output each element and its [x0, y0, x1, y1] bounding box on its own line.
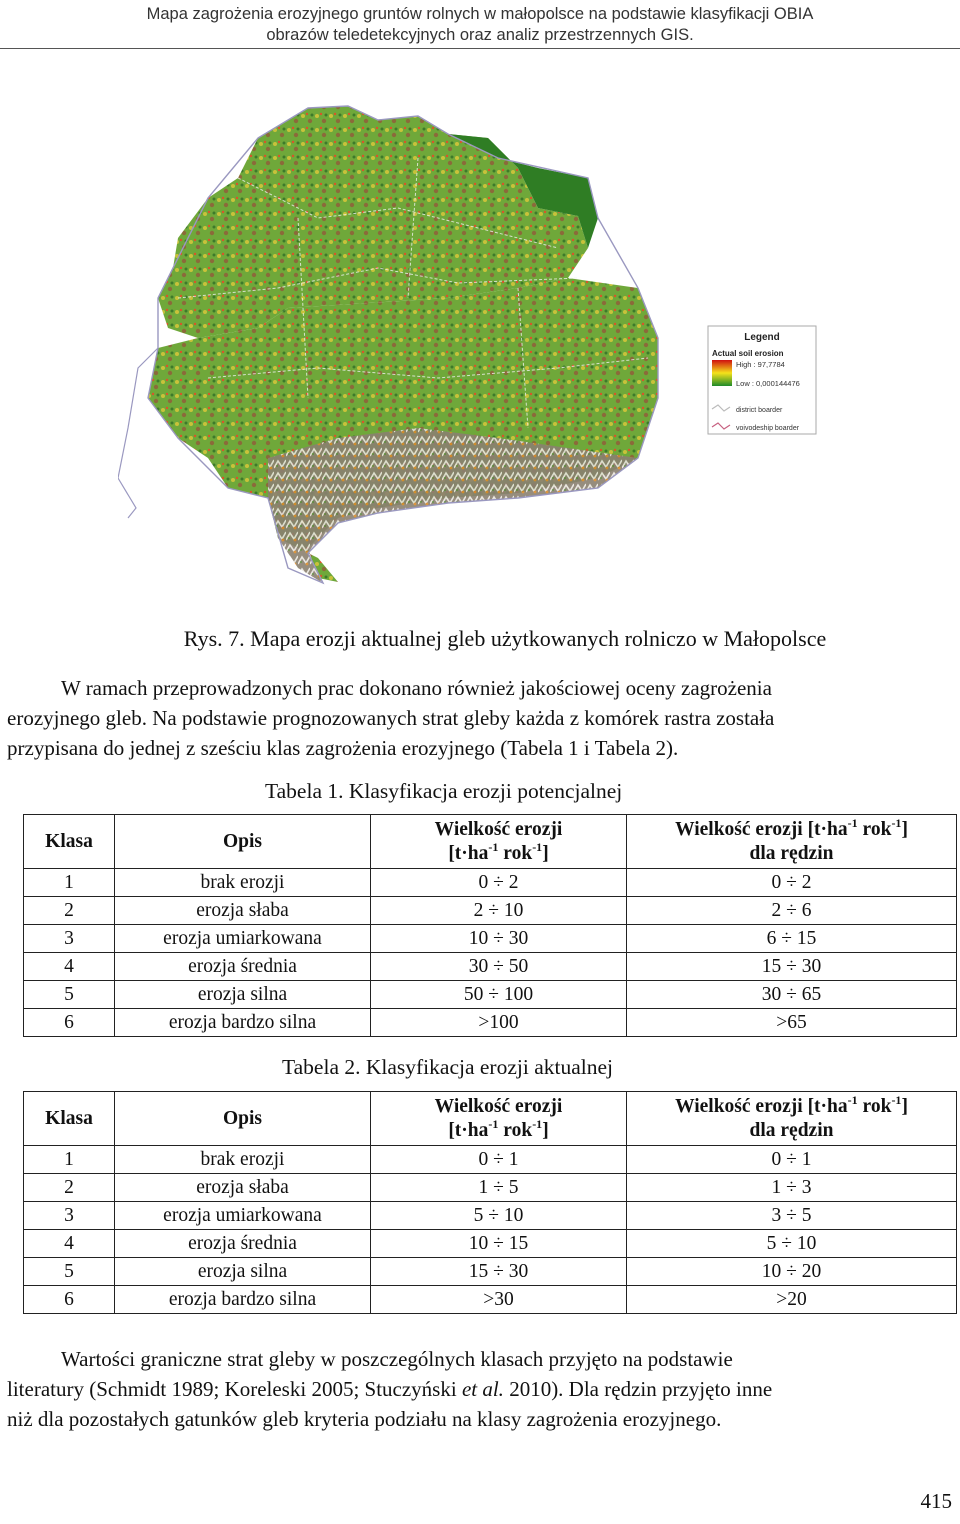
map-region-mountains [268, 428, 638, 583]
table-1 [23, 814, 957, 1037]
legend-low: Low : 0,000144476 [736, 379, 800, 388]
table-1-header-opis: Opis [115, 815, 371, 869]
table-1-title: Tabela 1. Klasyfikacja erozji potencjalnej [265, 779, 623, 803]
table-row: 6 erozja bardzo silna >100 >65 [24, 1009, 957, 1037]
paragraph-2-line-1: Wartości graniczne strat gleby w poszczególnych klasach przyjęto na podstawie [61, 1347, 733, 1371]
paragraph-1-line-1: W ramach przeprowadzonych prac dokonano również jakościowej oceny zagrożenia [61, 676, 772, 700]
legend-subtitle: Actual soil erosion [712, 349, 784, 358]
paragraph-2 [7, 1344, 955, 1434]
table-2-header-opis: Opis [115, 1092, 371, 1146]
table-row: 1 brak erozji 0 ÷ 1 0 ÷ 1 [24, 1146, 957, 1174]
erosion-map-figure [118, 98, 824, 590]
table-1-header-wielkosc-redziny: Wielkość erozji [$t\cdot ha^{-1}$ rok$^{-1}$] dla rędzin [627, 815, 957, 869]
paragraph-2-line-3: niż dla pozostałych gatunków gleb kryteria podziału na klasy zagrożenia erozyjnego. [7, 1407, 722, 1431]
page-number: 415 [920, 1489, 952, 1513]
table-1-header-wielkosc: Wielkość erozji [$t\cdot ha^{-1}$ rok$^{-1}$] [371, 815, 627, 869]
table-2-header-klasa: Klasa [24, 1092, 115, 1146]
table-row: 5 erozja silna 15 ÷ 30 10 ÷ 20 [24, 1258, 957, 1286]
legend-voivodeship: voivodeship boarder [736, 425, 800, 432]
legend-title: Legend [744, 332, 780, 343]
header-rule [0, 48, 960, 49]
paragraph-1 [7, 673, 955, 763]
table-row: 2 erozja słaba 2 ÷ 10 2 ÷ 6 [24, 897, 957, 925]
table-1-header-klasa: Klasa [24, 815, 115, 869]
paragraph-1-line-3: przypisana do jednej z sześciu klas zagrożenia erozyjnego (Tabela 1 i Tabela 2). [7, 736, 679, 760]
table-2 [23, 1091, 957, 1314]
table-row: 3 erozja umiarkowana 5 ÷ 10 3 ÷ 5 [24, 1202, 957, 1230]
erosion-map-image [118, 98, 824, 590]
running-header [0, 4, 960, 46]
table-row: 2 erozja słaba 1 ÷ 5 1 ÷ 3 [24, 1174, 957, 1202]
figure-caption: Rys. 7. Mapa erozji aktualnej gleb użytkowanych rolniczo w Małopolsce [183, 626, 827, 651]
header-line-2: obrazów teledetekcyjnych oraz analiz przestrzennych GIS. [266, 26, 694, 44]
map-legend [708, 326, 816, 434]
table-row: 5 erozja silna 50 ÷ 100 30 ÷ 65 [24, 981, 957, 1009]
table-row: 6 erozja bardzo silna >30 >20 [24, 1286, 957, 1314]
table-row: 4 erozja średnia 30 ÷ 50 15 ÷ 30 [24, 953, 957, 981]
table-2-header-wielkosc: Wielkość erozji [$t\cdot ha^{-1}$ rok$^{-1}$] [371, 1092, 627, 1146]
legend-high: High : 97,7784 [736, 360, 785, 369]
table-2-title: Tabela 2. Klasyfikacja erozji aktualnej [282, 1055, 613, 1079]
outer-border-left [118, 348, 158, 518]
paragraph-1-line-2: erozyjnego gleb. Na podstawie prognozowanych strat gleby każda z komórek rastra została [7, 706, 775, 730]
legend-gradient-swatch [712, 360, 732, 386]
legend-district: district boarder [736, 407, 783, 414]
table-row: 1 brak erozji 0 ÷ 2 0 ÷ 2 [24, 869, 957, 897]
header-line-1: Mapa zagrożenia erozyjnego gruntów rolnych w małopolsce na podstawie klasyfikacji OBIA [146, 5, 814, 23]
table-row: 4 erozja średnia 10 ÷ 15 5 ÷ 10 [24, 1230, 957, 1258]
table-2-header-wielkosc-redziny: Wielkość erozji [$t\cdot ha^{-1}$ rok$^{-1}$] dla rędzin [627, 1092, 957, 1146]
table-row: 3 erozja umiarkowana 10 ÷ 30 6 ÷ 15 [24, 925, 957, 953]
paragraph-2-line-2: literatury (Schmidt 1989; Koreleski 2005; Stuczyński et al. 2010). Dla rędzin przyjęto inne [7, 1377, 773, 1401]
